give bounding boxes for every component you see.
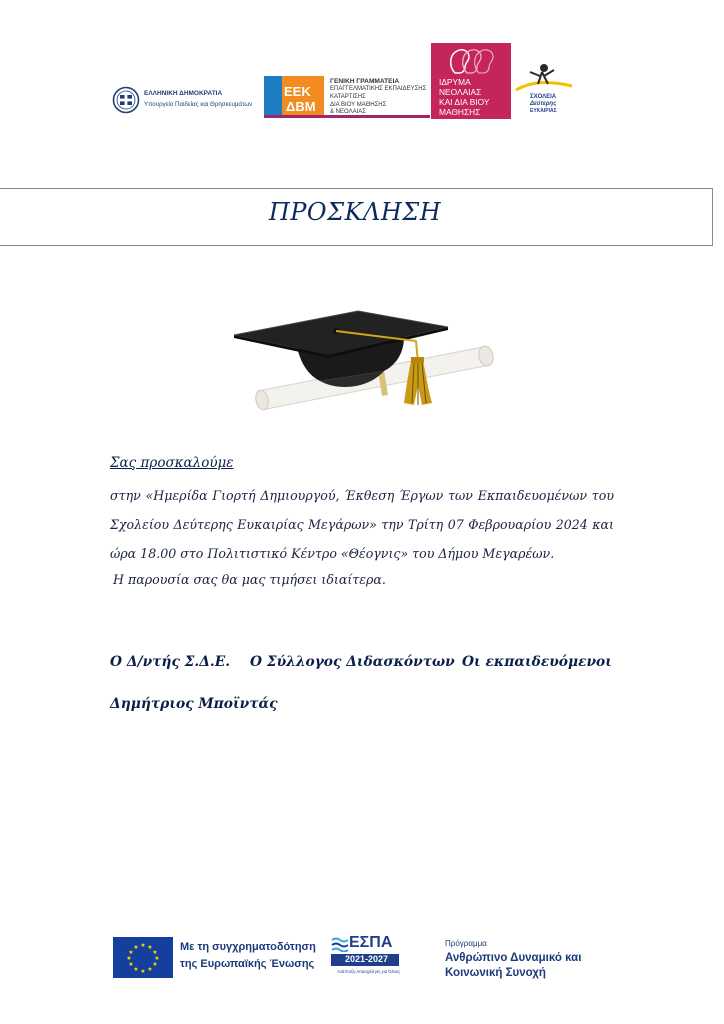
espa-logo [331,936,401,980]
invite-closing: Η παρουσία σας θα μας τιμήσει ιδιαίτερα. [113,572,386,587]
program-line2: Κοινωνική Συνοχή [445,967,546,979]
svg-text:★: ★ [133,944,139,951]
svg-text:★: ★ [152,961,158,968]
espa-subtitle: Ανάπτυξη Απασχόληση για Όλους [337,969,401,974]
ministry-logo [112,86,262,116]
svg-text:★: ★ [147,966,153,973]
eu-cofunding-line1: Με τη συγχρηματοδότηση [180,941,316,953]
page-title: ΠΡΟΣΚΛΗΣΗ [268,198,442,226]
sde-line2: Δεύτερης [530,101,557,107]
invite-paragraph [110,481,614,568]
signature-teachers: Ο Σύλλογος Διδασκόντων [250,654,455,670]
eu-cofunding-line2: της Ευρωπαϊκής Ένωσης [180,958,315,970]
invite-heading: Σας προσκαλούμε [110,455,234,471]
inedivim-line4: ΜΑΘΗΣΗΣ [439,107,481,117]
gs-logo-line2: ΕΠΑΓΓΕΛΜΑΤΙΚΗΣ ΕΚΠΑΙΔΕΥΣΗΣ [330,86,427,92]
inedivim-line2: ΝΕΟΛΑΙΑΣ [439,87,482,97]
program-line1: Ανθρώπινο Δυναμικό και [445,952,582,964]
svg-text:★: ★ [147,944,153,951]
invite-line-2: Σχολείου Δεύτερης Ευκαιρίας Μεγάρων» την Τρίτη 07 Φεβρουαρίου 2024 και [110,517,614,532]
svg-text:★: ★ [140,968,146,975]
faces-icon [445,47,497,75]
gs-logo-underline [264,115,430,118]
invite-line-3: ώρα 18.00 στο Πολιτιστικό Κέντρο «Θέογνις» του Δήμου Μεγαρέων. [110,546,555,561]
program-label: Πρόγραμμα [445,939,487,948]
eekdbm-mark-line1: ΕΕΚ [284,84,311,99]
signature-director: Ο Δ/ντής Σ.Δ.Ε. [110,654,231,670]
general-secretariat-logo [264,76,430,118]
inedivim-logo [431,43,511,119]
eu-flag-icon [113,937,173,978]
svg-text:★: ★ [133,966,139,973]
inedivim-line1: ΙΔΡΥΜΑ [439,77,471,87]
second-chance-school-logo [512,62,578,118]
ministry-logo-line2: Υπουργείο Παιδείας και Θρησκευμάτων [144,101,253,108]
espa-waves-icon [331,936,349,952]
graduation-cap-icon [228,305,508,415]
eu-stars-icon [113,937,173,978]
svg-text:★: ★ [152,949,158,956]
director-name: Δημήτριος Μποϊντάς [110,696,278,712]
svg-text:★: ★ [128,961,134,968]
title-box [0,188,713,246]
gs-logo-line1: ΓΕΝΙΚΗ ΓΡΑΜΜΑΤΕΙΑ [330,78,400,85]
figure-icon [512,62,578,96]
gs-logo-line3: ΚΑΤΑΡΤΙΣΗΣ [330,94,366,100]
ministry-logo-line1: ΕΛΛΗΝΙΚΗ ΔΗΜΟΚΡΑΤΙΑ [144,90,223,97]
espa-title: ΕΣΠΑ [349,934,393,951]
espa-years: 2021-2027 [345,954,389,964]
invite-line-1: στην «Ημερίδα Γιορτή Δημιουργού, Έκθεση Έργων των Εκπαιδευομένων του [110,488,614,503]
signature-students: Οι εκπαιδευόμενοι [462,654,612,670]
inedivim-line3: ΚΑΙ ΔΙΑ ΒΙΟΥ [439,97,490,107]
sde-line1: ΣΧΟΛΕΙΑ [530,94,557,100]
greek-emblem-icon [112,86,140,114]
gs-logo-line4: ΔΙΑ ΒΙΟΥ ΜΑΘΗΣΗΣ [330,102,387,108]
svg-text:★: ★ [126,955,132,962]
svg-text:★: ★ [154,955,160,962]
svg-text:★: ★ [128,949,134,956]
sde-line3: ΕΥΚΑΙΡΙΑΣ [530,108,557,114]
eekdbm-mark-line2: ΔΒΜ [286,99,316,114]
eekdbm-mark [264,76,324,118]
gs-logo-line5: & ΝΕΟΛΑΙΑΣ [330,109,366,115]
svg-text:★: ★ [140,942,146,949]
